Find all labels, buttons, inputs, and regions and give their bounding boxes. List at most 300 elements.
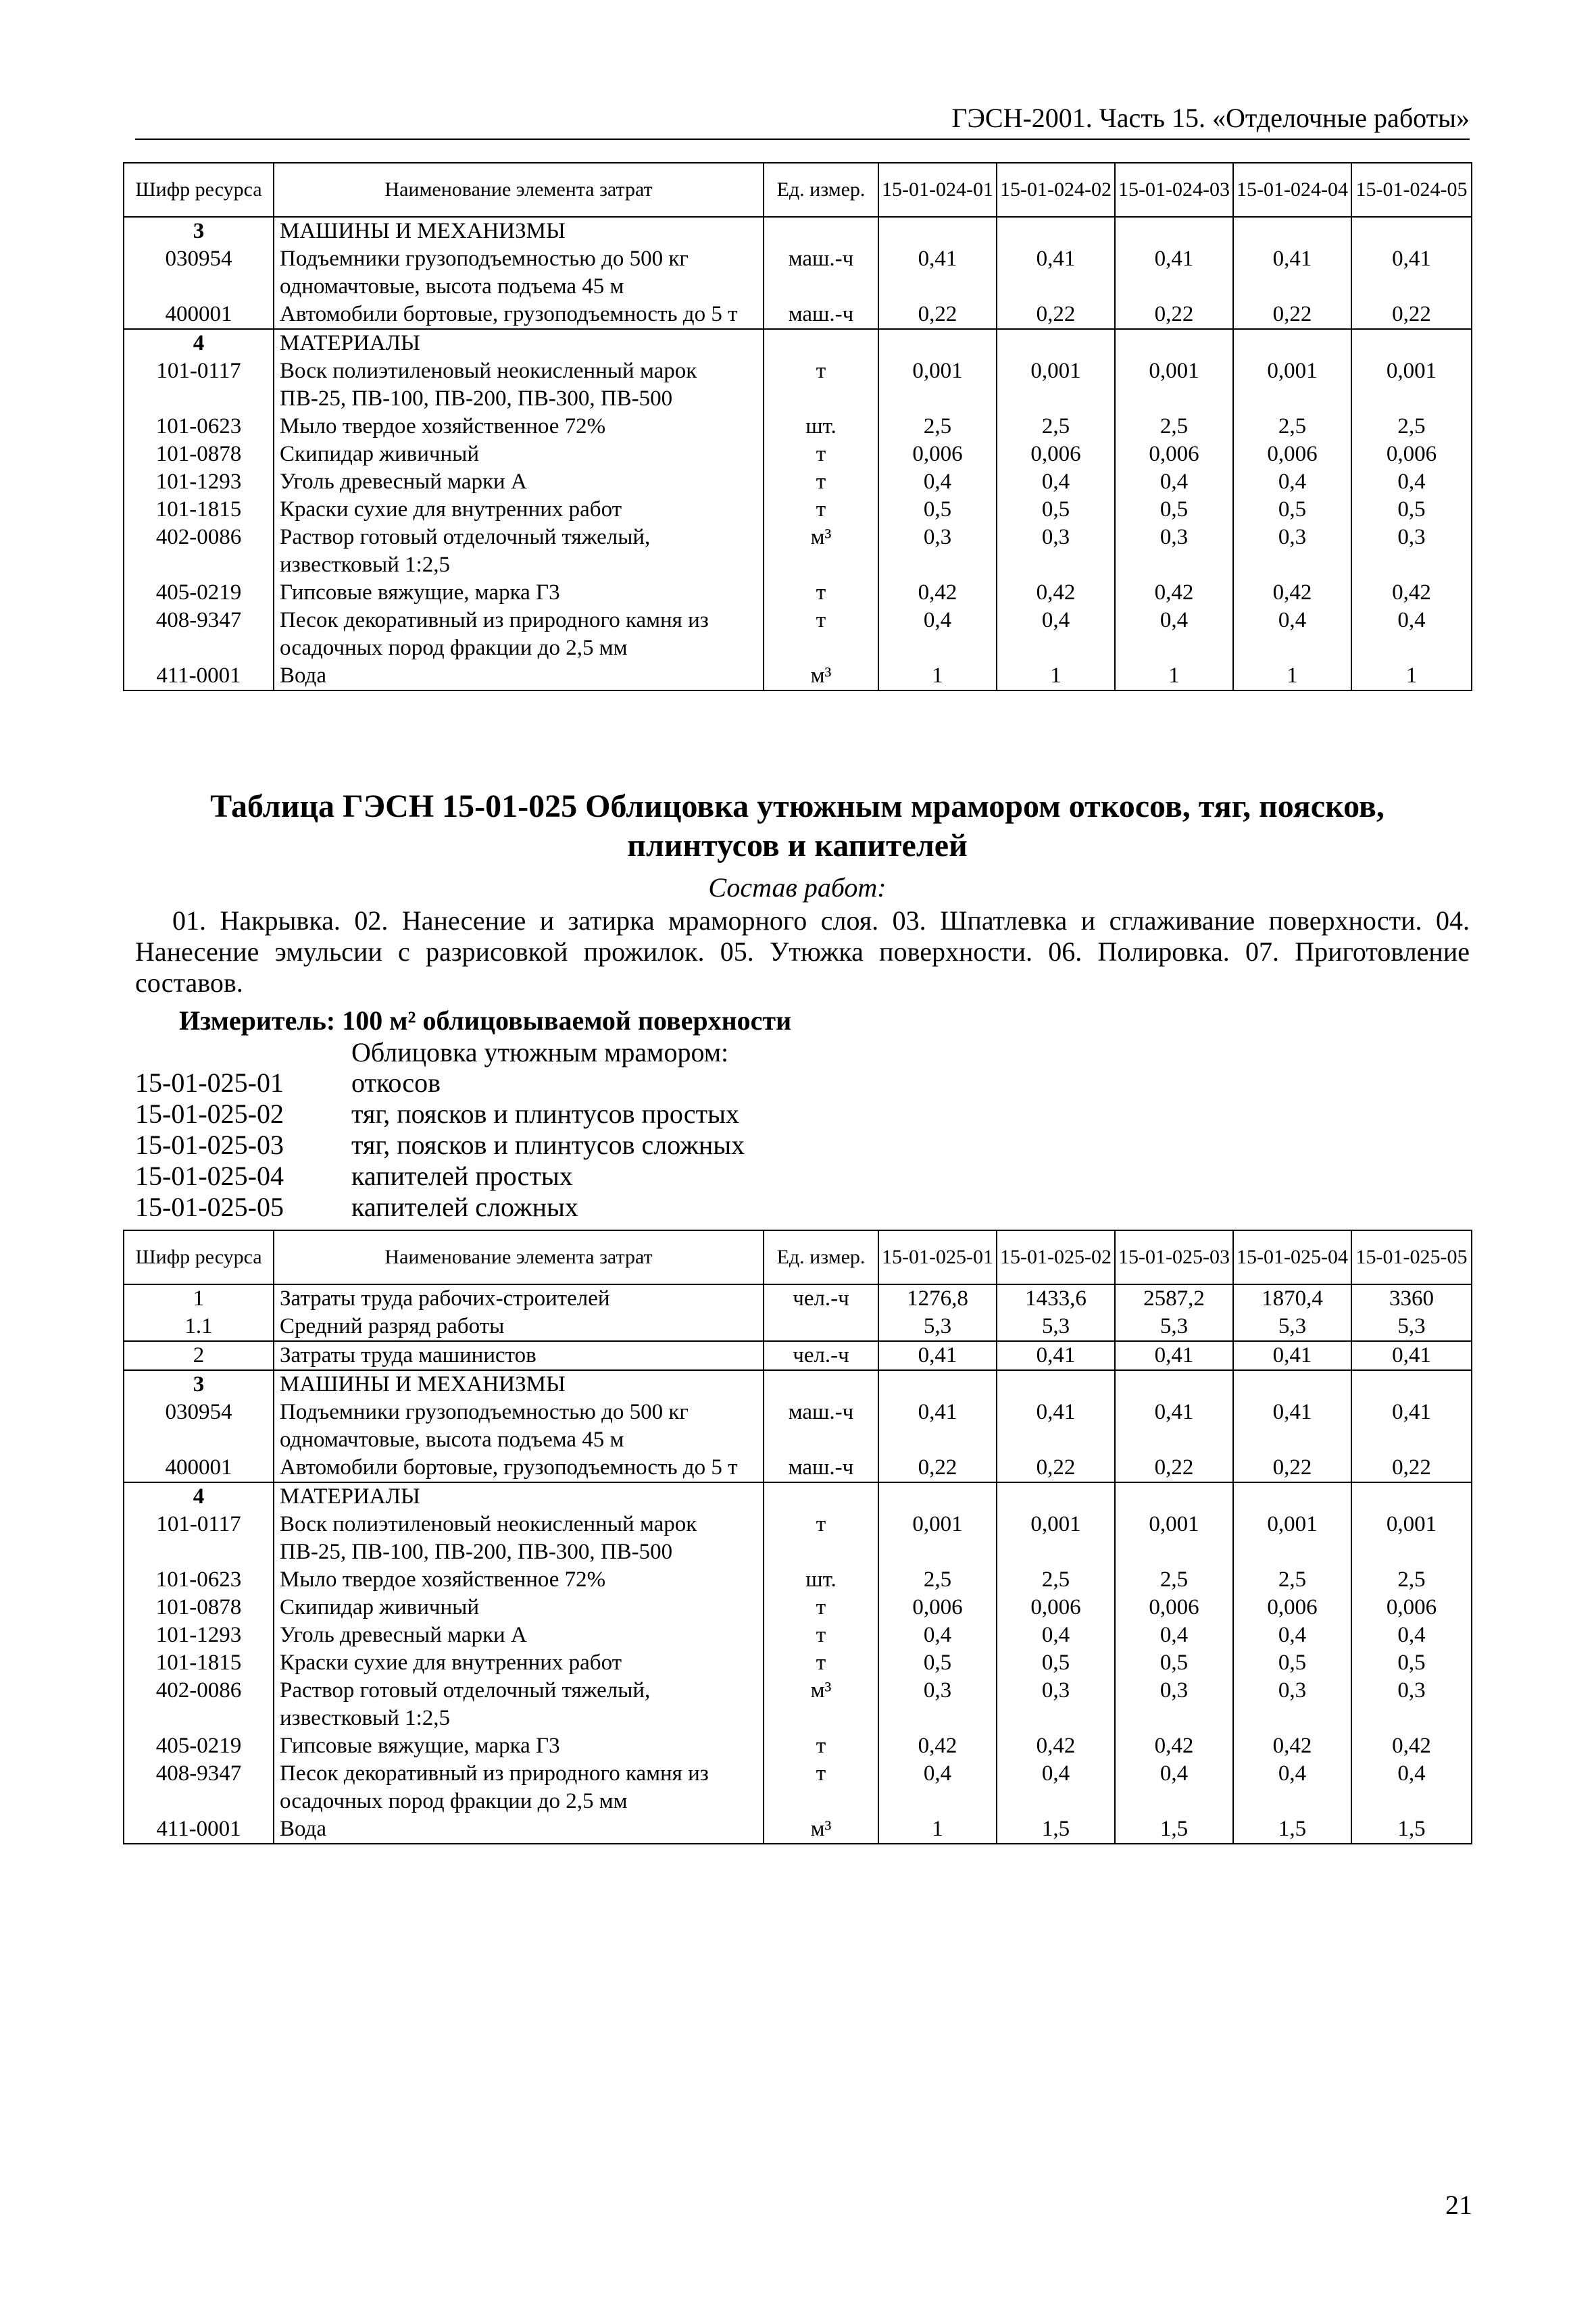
unit-cell: т — [764, 607, 878, 662]
value-cell: 1276,8 — [878, 1284, 997, 1313]
variants-title: Облицовка утюжным мрамором: — [351, 1037, 729, 1067]
cost-element-name: МАТЕРИАЛЫ — [274, 329, 764, 357]
composition-body: 01. Накрывка. 02. Нанесение и затирка мраморного слоя. 03. Шпатлевка и сглаживание поверхности. 04. Нанесение эмульсии с разрисовкой прожилок. 05. Утюжка поверхности. 06. Полировка. 07. Приготовление составов. — [135, 905, 1470, 998]
unit-cell: маш.-ч — [764, 1399, 878, 1454]
unit-cell: маш.-ч — [764, 301, 878, 329]
cost-element-name: Затраты труда машинистов — [274, 1341, 764, 1370]
value-cell: 0,4 — [997, 607, 1115, 662]
table-row — [124, 1566, 1472, 1594]
resource-code: 411-0001 — [124, 1815, 274, 1844]
value-cell — [1233, 1482, 1351, 1511]
unit-cell: м³ — [764, 1815, 878, 1844]
table-row — [124, 1341, 1472, 1370]
cost-element-name: Песок декоративный из природного камня из осадочных пород фракции до 2,5 мм — [274, 1760, 764, 1815]
value-cell: 0,4 — [1351, 607, 1472, 662]
unit-cell: м³ — [764, 524, 878, 579]
resource-code: 101-0878 — [124, 441, 274, 468]
col-header-name: Наименование элемента затрат — [274, 1230, 764, 1284]
table-row — [124, 1313, 1472, 1341]
table-row — [124, 524, 1472, 579]
resource-code: 402-0086 — [124, 524, 274, 579]
unit-cell: маш.-ч — [764, 245, 878, 301]
table-row — [124, 662, 1472, 690]
unit-cell — [764, 1370, 878, 1399]
value-cell: 0,006 — [1351, 441, 1472, 468]
value-cell: 0,006 — [1115, 1594, 1233, 1621]
value-cell: 0,001 — [1351, 357, 1472, 413]
value-cell — [878, 329, 997, 357]
table-row — [124, 1649, 1472, 1677]
value-cell: 0,41 — [1115, 1399, 1233, 1454]
col-header-price-code: 15-01-024-01 — [878, 163, 997, 217]
value-cell: 0,42 — [1115, 1732, 1233, 1760]
measure-unit: Измеритель: 100 м² облицовываемой поверхности — [179, 1005, 792, 1036]
value-cell: 0,42 — [1351, 1732, 1472, 1760]
table-row — [124, 217, 1472, 245]
table-row — [124, 1621, 1472, 1649]
variant-item — [135, 1192, 745, 1223]
value-cell: 1,5 — [1233, 1815, 1351, 1844]
value-cell: 0,5 — [878, 1649, 997, 1677]
table-row — [124, 1511, 1472, 1566]
value-cell: 0,41 — [997, 1341, 1115, 1370]
unit-cell: чел.-ч — [764, 1284, 878, 1313]
value-cell: 0,41 — [997, 1399, 1115, 1454]
value-cell: 1 — [1233, 662, 1351, 690]
value-cell: 0,22 — [1115, 1454, 1233, 1482]
variant-label: капителей сложных — [351, 1192, 578, 1222]
value-cell: 0,41 — [1351, 1399, 1472, 1454]
value-cell: 0,001 — [997, 357, 1115, 413]
value-cell: 0,001 — [1233, 357, 1351, 413]
value-cell: 0,41 — [878, 245, 997, 301]
variant-item — [135, 1099, 745, 1130]
value-cell: 1 — [997, 662, 1115, 690]
value-cell: 0,42 — [878, 1732, 997, 1760]
value-cell — [1115, 217, 1233, 245]
cost-element-name: Мыло твердое хозяйственное 72% — [274, 413, 764, 441]
value-cell: 0,4 — [1351, 1621, 1472, 1649]
cost-element-name: Автомобили бортовые, грузоподъемность до 5 т — [274, 1454, 764, 1482]
resource-code: 101-0623 — [124, 413, 274, 441]
value-cell: 2,5 — [878, 1566, 997, 1594]
unit-cell: чел.-ч — [764, 1341, 878, 1370]
value-cell: 0,5 — [1115, 1649, 1233, 1677]
value-cell: 0,4 — [1115, 607, 1233, 662]
unit-cell: м³ — [764, 1677, 878, 1732]
unit-cell: т — [764, 441, 878, 468]
value-cell — [1115, 329, 1233, 357]
value-cell: 0,22 — [1233, 301, 1351, 329]
col-header-unit: Ед. измер. — [764, 1230, 878, 1284]
resource-code: 101-1815 — [124, 496, 274, 524]
value-cell: 0,001 — [1115, 357, 1233, 413]
value-cell: 1433,6 — [997, 1284, 1115, 1313]
resource-code: 4 — [124, 329, 274, 357]
value-cell: 0,3 — [1115, 524, 1233, 579]
value-cell: 0,4 — [878, 1621, 997, 1649]
table-row — [124, 357, 1472, 413]
value-cell: 0,4 — [1233, 1760, 1351, 1815]
col-header-name: Наименование элемента затрат — [274, 163, 764, 217]
value-cell: 0,22 — [878, 301, 997, 329]
cost-element-name: Краски сухие для внутренних работ — [274, 1649, 764, 1677]
composition-heading: Состав работ: — [708, 872, 887, 903]
value-cell: 1870,4 — [1233, 1284, 1351, 1313]
value-cell: 0,5 — [997, 496, 1115, 524]
value-cell: 0,4 — [1115, 468, 1233, 496]
table-row — [124, 1454, 1472, 1482]
table-row — [124, 441, 1472, 468]
cost-element-name: Песок декоративный из природного камня из осадочных пород фракции до 2,5 мм — [274, 607, 764, 662]
value-cell: 2,5 — [878, 413, 997, 441]
resource-code: 101-0117 — [124, 357, 274, 413]
resource-code: 411-0001 — [124, 662, 274, 690]
value-cell: 2,5 — [1115, 413, 1233, 441]
cost-element-name: Вода — [274, 662, 764, 690]
value-cell: 0,5 — [997, 1649, 1115, 1677]
value-cell: 2,5 — [1233, 413, 1351, 441]
value-cell: 0,001 — [878, 1511, 997, 1566]
value-cell: 0,41 — [1351, 245, 1472, 301]
value-cell: 5,3 — [1351, 1313, 1472, 1341]
cost-element-name: Автомобили бортовые, грузоподъемность до 5 т — [274, 301, 764, 329]
unit-cell: маш.-ч — [764, 1454, 878, 1482]
resource-code: 101-1293 — [124, 468, 274, 496]
value-cell: 0,3 — [1233, 524, 1351, 579]
cost-element-name: Раствор готовый отделочный тяжелый, известковый 1:2,5 — [274, 524, 764, 579]
unit-cell — [764, 329, 878, 357]
value-cell: 0,3 — [1233, 1677, 1351, 1732]
cost-element-name: МАТЕРИАЛЫ — [274, 1482, 764, 1511]
col-header-price-code: 15-01-024-05 — [1351, 163, 1472, 217]
resource-table-024 — [123, 162, 1472, 691]
col-header-price-code: 15-01-025-04 — [1233, 1230, 1351, 1284]
variant-code: 15-01-025-03 — [135, 1130, 284, 1160]
value-cell — [1351, 217, 1472, 245]
value-cell: 2,5 — [1351, 1566, 1472, 1594]
table-row — [124, 1284, 1472, 1313]
value-cell — [1115, 1482, 1233, 1511]
resource-code: 030954 — [124, 1399, 274, 1454]
cost-element-name: Уголь древесный марки А — [274, 1621, 764, 1649]
value-cell: 0,41 — [1115, 1341, 1233, 1370]
cost-element-name: Мыло твердое хозяйственное 72% — [274, 1566, 764, 1594]
value-cell: 5,3 — [1233, 1313, 1351, 1341]
resource-table-025 — [123, 1230, 1472, 1844]
value-cell: 2587,2 — [1115, 1284, 1233, 1313]
variant-item — [135, 1161, 745, 1192]
unit-cell: т — [764, 1594, 878, 1621]
col-header-price-code: 15-01-024-04 — [1233, 163, 1351, 217]
value-cell: 0,4 — [997, 1621, 1115, 1649]
value-cell — [878, 1370, 997, 1399]
page-number: 21 — [1445, 2190, 1472, 2220]
value-cell: 0,22 — [1115, 301, 1233, 329]
resource-code: 2 — [124, 1341, 274, 1370]
variant-item — [135, 1067, 745, 1099]
table-row — [124, 245, 1472, 301]
resource-code: 1 — [124, 1284, 274, 1313]
value-cell — [997, 217, 1115, 245]
variant-code: 15-01-025-01 — [135, 1067, 284, 1098]
col-header-price-code: 15-01-025-02 — [997, 1230, 1115, 1284]
value-cell: 0,5 — [1233, 1649, 1351, 1677]
value-cell — [1351, 329, 1472, 357]
resource-code: 405-0219 — [124, 1732, 274, 1760]
value-cell: 0,5 — [878, 496, 997, 524]
value-cell: 0,006 — [1351, 1594, 1472, 1621]
variants-list — [135, 1067, 745, 1223]
variant-item — [135, 1130, 745, 1161]
unit-cell — [764, 1313, 878, 1341]
cost-element-name: Воск полиэтиленовый неокисленный марок ПВ-25, ПВ-100, ПВ-200, ПВ-300, ПВ-500 — [274, 1511, 764, 1566]
resource-code: 402-0086 — [124, 1677, 274, 1732]
table-row — [124, 1760, 1472, 1815]
resource-code: 405-0219 — [124, 579, 274, 607]
cost-element-name: Подъемники грузоподъемностью до 500 кг одномачтовые, высота подъема 45 м — [274, 245, 764, 301]
table-row — [124, 607, 1472, 662]
table-title: Таблица ГЭСН 15-01-025 Облицовка утюжным мрамором откосов, тяг, поясков, плинтусов и капителей — [210, 788, 1385, 863]
value-cell: 2,5 — [997, 1566, 1115, 1594]
value-cell — [1351, 1370, 1472, 1399]
value-cell: 0,22 — [997, 1454, 1115, 1482]
value-cell: 0,42 — [878, 579, 997, 607]
value-cell: 2,5 — [1351, 413, 1472, 441]
table-row — [124, 329, 1472, 357]
value-cell — [997, 1370, 1115, 1399]
value-cell: 2,5 — [1233, 1566, 1351, 1594]
value-cell: 0,42 — [1233, 579, 1351, 607]
resource-code: 400001 — [124, 1454, 274, 1482]
cost-element-name: Средний разряд работы — [274, 1313, 764, 1341]
value-cell: 0,4 — [1233, 468, 1351, 496]
value-cell: 0,001 — [1233, 1511, 1351, 1566]
value-cell: 0,5 — [1233, 496, 1351, 524]
value-cell: 0,006 — [997, 1594, 1115, 1621]
unit-cell: м³ — [764, 662, 878, 690]
resource-code: 408-9347 — [124, 607, 274, 662]
value-cell: 0,41 — [1115, 245, 1233, 301]
value-cell: 0,22 — [1351, 1454, 1472, 1482]
value-cell: 1 — [1115, 662, 1233, 690]
value-cell: 0,4 — [997, 1760, 1115, 1815]
cost-element-name: Воск полиэтиленовый неокисленный марок ПВ-25, ПВ-100, ПВ-200, ПВ-300, ПВ-500 — [274, 357, 764, 413]
cost-element-name: МАШИНЫ И МЕХАНИЗМЫ — [274, 1370, 764, 1399]
value-cell — [1115, 1370, 1233, 1399]
value-cell: 0,3 — [997, 1677, 1115, 1732]
value-cell — [1233, 329, 1351, 357]
value-cell: 3360 — [1351, 1284, 1472, 1313]
unit-cell: т — [764, 1649, 878, 1677]
value-cell: 0,22 — [878, 1454, 997, 1482]
value-cell: 0,5 — [1351, 1649, 1472, 1677]
value-cell: 0,5 — [1351, 496, 1472, 524]
value-cell — [1233, 217, 1351, 245]
resource-code: 400001 — [124, 301, 274, 329]
resource-code: 4 — [124, 1482, 274, 1511]
col-header-price-code: 15-01-024-03 — [1115, 163, 1233, 217]
value-cell: 0,3 — [878, 524, 997, 579]
value-cell: 0,4 — [1351, 468, 1472, 496]
col-header-code: Шифр ресурса — [124, 163, 274, 217]
cost-element-name: Подъемники грузоподъемностью до 500 кг одномачтовые, высота подъема 45 м — [274, 1399, 764, 1454]
value-cell: 0,006 — [1233, 1594, 1351, 1621]
value-cell: 0,3 — [997, 524, 1115, 579]
value-cell: 5,3 — [1115, 1313, 1233, 1341]
value-cell: 0,4 — [1351, 1760, 1472, 1815]
resource-code: 3 — [124, 1370, 274, 1399]
value-cell: 0,22 — [1233, 1454, 1351, 1482]
variant-code: 15-01-025-05 — [135, 1192, 284, 1222]
value-cell: 0,41 — [878, 1341, 997, 1370]
col-header-code: Шифр ресурса — [124, 1230, 274, 1284]
resource-code: 101-0623 — [124, 1566, 274, 1594]
variant-label: капителей простых — [351, 1161, 573, 1191]
unit-cell: т — [764, 1511, 878, 1566]
col-header-price-code: 15-01-024-02 — [997, 163, 1115, 217]
table-row — [124, 301, 1472, 329]
cost-element-name: МАШИНЫ И МЕХАНИЗМЫ — [274, 217, 764, 245]
cost-element-name: Скипидар живичный — [274, 1594, 764, 1621]
value-cell: 0,4 — [878, 468, 997, 496]
unit-cell: т — [764, 496, 878, 524]
value-cell: 0,42 — [1115, 579, 1233, 607]
resource-code: 101-0117 — [124, 1511, 274, 1566]
value-cell: 0,006 — [878, 441, 997, 468]
cost-element-name: Краски сухие для внутренних работ — [274, 496, 764, 524]
value-cell: 1,5 — [1115, 1815, 1233, 1844]
table-row — [124, 468, 1472, 496]
value-cell: 5,3 — [997, 1313, 1115, 1341]
value-cell — [1233, 1370, 1351, 1399]
value-cell: 0,3 — [878, 1677, 997, 1732]
table-row — [124, 496, 1472, 524]
resource-code: 030954 — [124, 245, 274, 301]
table-row — [124, 1677, 1472, 1732]
cost-element-name: Уголь древесный марки А — [274, 468, 764, 496]
resource-code: 1.1 — [124, 1313, 274, 1341]
value-cell: 0,42 — [1233, 1732, 1351, 1760]
value-cell: 2,5 — [1115, 1566, 1233, 1594]
value-cell: 0,41 — [1233, 1399, 1351, 1454]
value-cell: 1,5 — [1351, 1815, 1472, 1844]
value-cell: 0,3 — [1351, 1677, 1472, 1732]
table-row — [124, 1815, 1472, 1844]
resource-code: 101-1293 — [124, 1621, 274, 1649]
value-cell: 0,41 — [997, 245, 1115, 301]
cost-element-name: Гипсовые вяжущие, марка Г3 — [274, 579, 764, 607]
value-cell: 0,22 — [997, 301, 1115, 329]
value-cell: 0,42 — [997, 1732, 1115, 1760]
value-cell — [878, 217, 997, 245]
variant-label: тяг, поясков и плинтусов сложных — [351, 1130, 745, 1160]
value-cell — [878, 1482, 997, 1511]
value-cell: 0,4 — [878, 1760, 997, 1815]
value-cell: 0,006 — [878, 1594, 997, 1621]
table-row — [124, 1370, 1472, 1399]
col-header-price-code: 15-01-025-01 — [878, 1230, 997, 1284]
value-cell: 0,41 — [1351, 1341, 1472, 1370]
unit-cell — [764, 1482, 878, 1511]
header-rule — [135, 139, 1470, 140]
unit-cell — [764, 217, 878, 245]
variant-label: тяг, поясков и плинтусов простых — [351, 1099, 740, 1129]
table-row — [124, 1482, 1472, 1511]
value-cell: 0,41 — [1233, 1341, 1351, 1370]
cost-element-name: Скипидар живичный — [274, 441, 764, 468]
value-cell: 0,4 — [1115, 1621, 1233, 1649]
running-header: ГЭСН-2001. Часть 15. «Отделочные работы» — [951, 103, 1470, 133]
unit-cell: т — [764, 357, 878, 413]
col-header-price-code: 15-01-025-05 — [1351, 1230, 1472, 1284]
value-cell: 0,006 — [1233, 441, 1351, 468]
value-cell: 1 — [878, 662, 997, 690]
cost-element-name: Затраты труда рабочих-строителей — [274, 1284, 764, 1313]
unit-cell: шт. — [764, 413, 878, 441]
value-cell: 0,001 — [878, 357, 997, 413]
value-cell — [997, 1482, 1115, 1511]
value-cell: 1,5 — [997, 1815, 1115, 1844]
value-cell: 0,006 — [1115, 441, 1233, 468]
cost-element-name: Гипсовые вяжущие, марка Г3 — [274, 1732, 764, 1760]
unit-cell: шт. — [764, 1566, 878, 1594]
value-cell: 5,3 — [878, 1313, 997, 1341]
table-row — [124, 1732, 1472, 1760]
unit-cell: т — [764, 1760, 878, 1815]
value-cell: 0,4 — [1233, 1621, 1351, 1649]
value-cell: 0,41 — [1233, 245, 1351, 301]
value-cell — [997, 329, 1115, 357]
variant-label: откосов — [351, 1067, 441, 1098]
value-cell: 2,5 — [997, 413, 1115, 441]
value-cell: 1 — [1351, 662, 1472, 690]
composition-text — [135, 905, 1470, 999]
resource-code: 408-9347 — [124, 1760, 274, 1815]
value-cell: 0,42 — [997, 579, 1115, 607]
value-cell: 0,4 — [878, 607, 997, 662]
col-header-unit: Ед. измер. — [764, 163, 878, 217]
value-cell: 0,41 — [878, 1399, 997, 1454]
value-cell: 1 — [878, 1815, 997, 1844]
value-cell: 0,42 — [1351, 579, 1472, 607]
unit-cell: т — [764, 579, 878, 607]
table-row — [124, 413, 1472, 441]
resource-code: 3 — [124, 217, 274, 245]
table-row — [124, 579, 1472, 607]
value-cell: 0,4 — [1115, 1760, 1233, 1815]
col-header-price-code: 15-01-025-03 — [1115, 1230, 1233, 1284]
cost-element-name: Раствор готовый отделочный тяжелый, известковый 1:2,5 — [274, 1677, 764, 1732]
value-cell: 0,006 — [997, 441, 1115, 468]
value-cell: 0,4 — [997, 468, 1115, 496]
value-cell: 0,3 — [1351, 524, 1472, 579]
value-cell: 0,001 — [997, 1511, 1115, 1566]
unit-cell: т — [764, 1732, 878, 1760]
variant-code: 15-01-025-04 — [135, 1161, 284, 1191]
unit-cell: т — [764, 468, 878, 496]
table-row — [124, 1594, 1472, 1621]
cost-element-name: Вода — [274, 1815, 764, 1844]
variant-code: 15-01-025-02 — [135, 1099, 284, 1129]
value-cell: 0,3 — [1115, 1677, 1233, 1732]
resource-code: 101-0878 — [124, 1594, 274, 1621]
value-cell — [1351, 1482, 1472, 1511]
resource-code: 101-1815 — [124, 1649, 274, 1677]
value-cell: 0,22 — [1351, 301, 1472, 329]
table-row — [124, 1399, 1472, 1454]
value-cell: 0,5 — [1115, 496, 1233, 524]
